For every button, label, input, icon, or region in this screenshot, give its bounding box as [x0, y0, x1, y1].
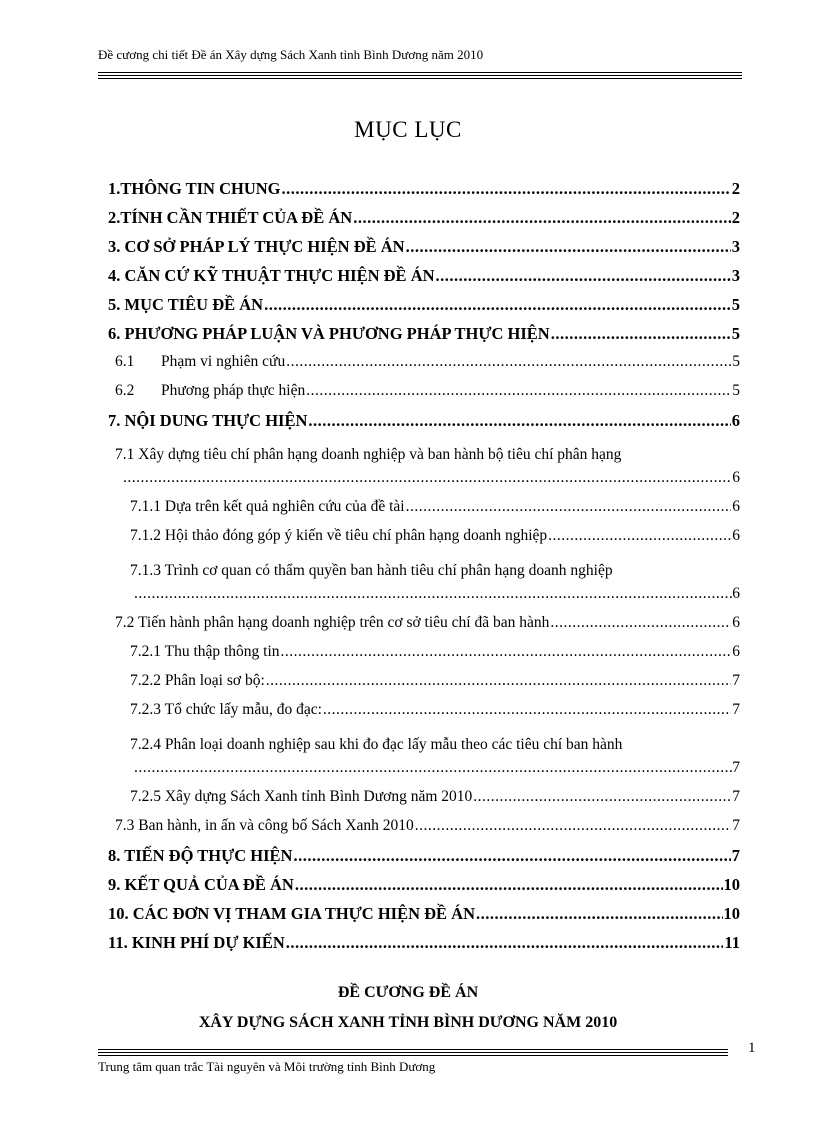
- toc-entry-2[interactable]: 2.TÍNH CẦN THIẾT CỦA ĐỀ ÁN ..... 2: [108, 208, 740, 237]
- toc-entry-9[interactable]: 9. KẾT QUẢ CỦA ĐỀ ÁN ..... 10: [108, 875, 740, 904]
- toc-entry-7-2[interactable]: 7.2 Tiến hành phân hạng doanh nghiệp trên cơ sở tiêu chí đã ban hành ..... 6: [108, 614, 740, 643]
- toc-entry-6-1[interactable]: 6.1 Phạm vi nghiên cứu ..... 5: [108, 353, 740, 382]
- page-number: 1: [748, 1040, 756, 1056]
- toc-entry-7-1-2[interactable]: 7.1.2 Hội thảo đóng góp ý kiến về tiêu chí phân hạng doanh nghiệp ..... 6: [108, 527, 740, 556]
- toc-entry-6[interactable]: 6. PHƯƠNG PHÁP LUẬN VÀ PHƯƠNG PHÁP THỰC HIỆN ..... 5: [108, 324, 740, 353]
- toc-entry-11[interactable]: 11. KINH PHÍ DỰ KIẾN ..... 11: [108, 933, 740, 962]
- toc-entry-7-1-1[interactable]: 7.1.1 Dựa trên kết quả nghiên cứu của đề tài ..... 6: [108, 498, 740, 527]
- toc-entry-7-1[interactable]: 7.1 Xây dựng tiêu chí phân hạng doanh nghiệp và ban hành bộ tiêu chí phân hạng ..... 6: [108, 440, 740, 498]
- toc-entry-7-3[interactable]: 7.3 Ban hành, in ấn và công bố Sách Xanh 2010 ..... 7: [108, 817, 740, 846]
- toc-title: MỤC LỤC: [354, 117, 462, 142]
- toc-entry-8[interactable]: 8. TIẾN ĐỘ THỰC HIỆN ..... 7: [108, 846, 740, 875]
- toc-entry-7-2-3[interactable]: 7.2.3 Tổ chức lấy mẫu, đo đạc: ..... 7: [108, 701, 740, 730]
- toc-entry-6-2[interactable]: 6.2 Phương pháp thực hiện ..... 5: [108, 382, 740, 411]
- document-heading: ĐỀ CƯƠNG ĐỀ ÁN: [337, 984, 479, 1001]
- running-header: Đề cương chi tiết Đề án Xây dựng Sách Xanh tỉnh Bình Dương năm 2010: [98, 47, 484, 62]
- document-subheading: XÂY DỰNG SÁCH XANH TỈNH BÌNH DƯƠNG NĂM 2010: [198, 1014, 618, 1031]
- footer-rule: [98, 1049, 728, 1056]
- toc-entry-4[interactable]: 4. CĂN CỨ KỸ THUẬT THỰC HIỆN ĐỀ ÁN ..... 3: [108, 266, 740, 295]
- table-of-contents: [108, 179, 740, 962]
- toc-entry-1[interactable]: 1.THÔNG TIN CHUNG ..... 2: [108, 179, 740, 208]
- toc-entry-7-2-4[interactable]: 7.2.4 Phân loại doanh nghiệp sau khi đo đạc lấy mẫu theo các tiêu chí ban hành ..... 7: [108, 730, 740, 788]
- toc-entry-7[interactable]: 7. NỘI DUNG THỰC HIỆN ..... 6: [108, 411, 740, 440]
- toc-entry-7-2-5[interactable]: 7.2.5 Xây dựng Sách Xanh tỉnh Bình Dương năm 2010 ..... 7: [108, 788, 740, 817]
- toc-entry-10[interactable]: 10. CÁC ĐƠN VỊ THAM GIA THỰC HIỆN ĐỀ ÁN ..... 10: [108, 904, 740, 933]
- toc-entry-3[interactable]: 3. CƠ SỞ PHÁP LÝ THỰC HIỆN ĐỀ ÁN ..... 3: [108, 237, 740, 266]
- running-footer: Trung tâm quan trắc Tài nguyên và Môi trường tỉnh Bình Dương: [98, 1059, 436, 1074]
- toc-entry-7-2-2[interactable]: 7.2.2 Phân loại sơ bộ: ..... 7: [108, 672, 740, 701]
- toc-entry-5[interactable]: 5. MỤC TIÊU ĐỀ ÁN ..... 5: [108, 295, 740, 324]
- toc-entry-7-1-3[interactable]: 7.1.3 Trình cơ quan có thẩm quyền ban hành tiêu chí phân hạng doanh nghiệp ..... 6: [108, 556, 740, 614]
- toc-entry-7-2-1[interactable]: 7.2.1 Thu thập thông tin ..... 6: [108, 643, 740, 672]
- header-rule: [98, 72, 742, 79]
